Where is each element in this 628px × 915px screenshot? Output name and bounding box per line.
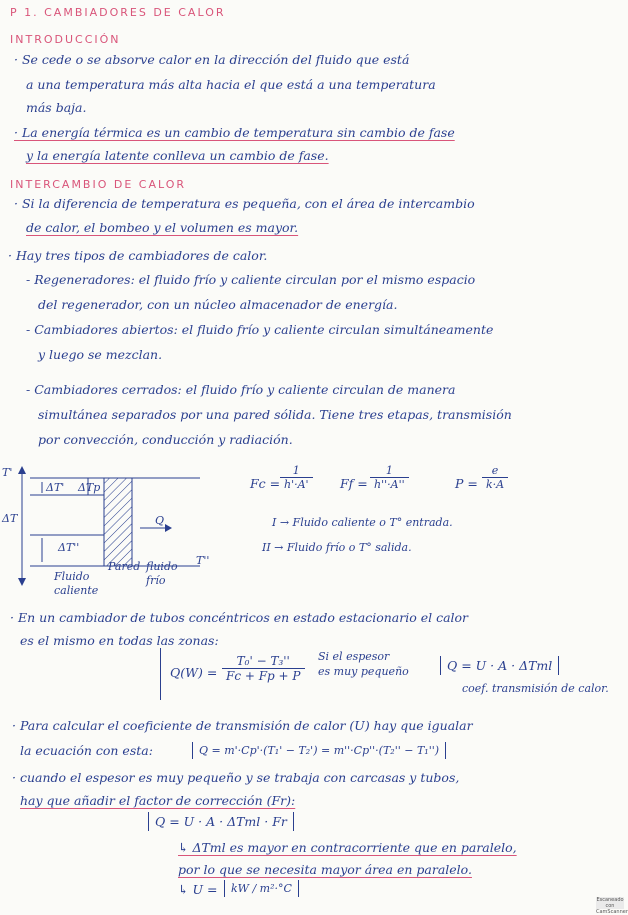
intro-line-3: más baja.	[26, 100, 87, 115]
ff-label: Ff =	[340, 476, 368, 491]
units-value: kW / m²·°C	[224, 880, 299, 897]
cold-fluid-label-2: frío	[146, 574, 166, 587]
t-second-label: T''	[196, 554, 210, 567]
concentric-line-2: es el mismo en todas las zonas:	[20, 633, 219, 648]
q-formula-numerator: T₀' − T₃''	[222, 654, 305, 669]
thick-line-1: · cuando el espesor es muy pequeño y se trabaja con carcasas y tubos,	[12, 770, 460, 785]
closed-line-3: por convección, conducción y radiación.	[38, 432, 293, 447]
exchange-heading: INTERCAMBIO DE CALOR	[10, 178, 187, 191]
regen-line-2: del regenerador, con un núcleo almacenador de energía.	[38, 297, 398, 312]
q-formula-lhs: Q(W) =	[170, 665, 218, 680]
coef-line-1: · Para calcular el coeficiente de transmisión de calor (U) hay que igualar	[12, 718, 473, 733]
q-result-note: coef. transmisión de calor.	[462, 682, 609, 695]
p-numerator: e	[482, 464, 508, 478]
coef-line-2: la ecuación con esta:	[20, 743, 153, 758]
concentric-line-1: · En un cambiador de tubos concéntricos en estado estacionario el calor	[10, 610, 469, 625]
legend-line-1: I → Fluido caliente o T° entrada.	[272, 516, 453, 529]
fc-numerator: 1	[280, 464, 313, 478]
ff-denominator: h''·A''	[374, 478, 405, 491]
p-label: P =	[455, 476, 478, 491]
closed-line-1: - Cambiadores cerrados: el fluido frío y caliente circulan de manera	[26, 382, 456, 397]
intro-line-1: · Se cede o se absorve calor en la dirección del fluido que está	[14, 52, 410, 67]
intro-line-2: a una temperatura más alta hacia el que está a una temperatura	[26, 77, 436, 92]
wall-rect	[104, 478, 132, 566]
hot-fluid-label-2: caliente	[54, 584, 99, 597]
intro-heading: INTRODUCCIÓN	[10, 33, 121, 46]
q-formula-fraction	[222, 654, 305, 683]
dt-second-label: ΔT''	[58, 541, 80, 554]
legend-line-2: II → Fluido frío o T° salida.	[262, 541, 412, 554]
types-line: · Hay tres tipos de cambiadores de calor.	[8, 248, 268, 263]
q-note-2: es muy pequeño	[318, 665, 409, 678]
wall-diagram	[0, 460, 240, 600]
p-denominator: k·A	[486, 478, 505, 491]
closed-line-2: simultánea separados por una pared sólida. Tiene tres etapas, transmisión	[38, 407, 512, 422]
fc-label: Fc =	[250, 476, 281, 491]
open-line-1: - Cambiadores abiertos: el fluido frío y caliente circulan simultáneamente	[26, 322, 494, 337]
thick-line-2: hay que añadir el factor de corrección (Fr):	[20, 793, 296, 808]
cold-fluid-label-1: fluido	[146, 560, 178, 573]
ff-numerator: 1	[370, 464, 409, 478]
counter-line-2: por lo que se necesita mayor área en paralelo.	[178, 862, 472, 877]
units-label: ↳ U =	[178, 882, 218, 897]
fr-equation: Q = U · A · ΔTml · Fr	[148, 812, 294, 831]
fc-fraction	[280, 464, 313, 491]
dt-p-label: ΔTp	[78, 481, 101, 494]
energy-line-1: · La energía térmica es un cambio de temperatura sin cambio de fase	[14, 125, 455, 140]
delta-t-label: ΔT	[2, 512, 18, 525]
regen-line-1: - Regeneradores: el fluido frío y caliente circulan por el mismo espacio	[26, 272, 476, 287]
t-prime-label: T'	[2, 466, 13, 479]
fc-denominator: h'·A'	[284, 478, 309, 491]
counter-line-1: ↳ ΔTml es mayor en contracorriente que en paralelo,	[178, 840, 517, 855]
q-label: Q	[155, 514, 165, 527]
wall-label: Pared	[108, 560, 141, 573]
dt-prime-label: ΔT'	[46, 481, 65, 494]
q-result: Q = U · A · ΔTml	[440, 656, 559, 675]
exchange-line-1: · Si la diferencia de temperatura es pequeña, con el área de intercambio	[14, 196, 475, 211]
q-formula-denominator: Fc + Fp + P	[226, 669, 301, 683]
camscanner-badge: Escaneado con CamScanner	[596, 897, 628, 915]
q-note-1: Si el espesor	[318, 650, 390, 663]
hot-fluid-label-1: Fluido	[54, 570, 90, 583]
exchange-line-2: de calor, el bombeo y el volumen es mayor.	[26, 220, 299, 235]
page-title: P 1. CAMBIADORES DE CALOR	[10, 6, 226, 19]
coef-equation: Q = m'·Cp'·(T₁' − T₂') = m''·Cp''·(T₂'' − T₁'')	[192, 742, 446, 759]
open-line-2: y luego se mezclan.	[38, 347, 163, 362]
p-fraction	[482, 464, 508, 491]
ff-fraction	[370, 464, 409, 491]
energy-line-2: y la energía latente conlleva un cambio de fase.	[26, 148, 329, 163]
